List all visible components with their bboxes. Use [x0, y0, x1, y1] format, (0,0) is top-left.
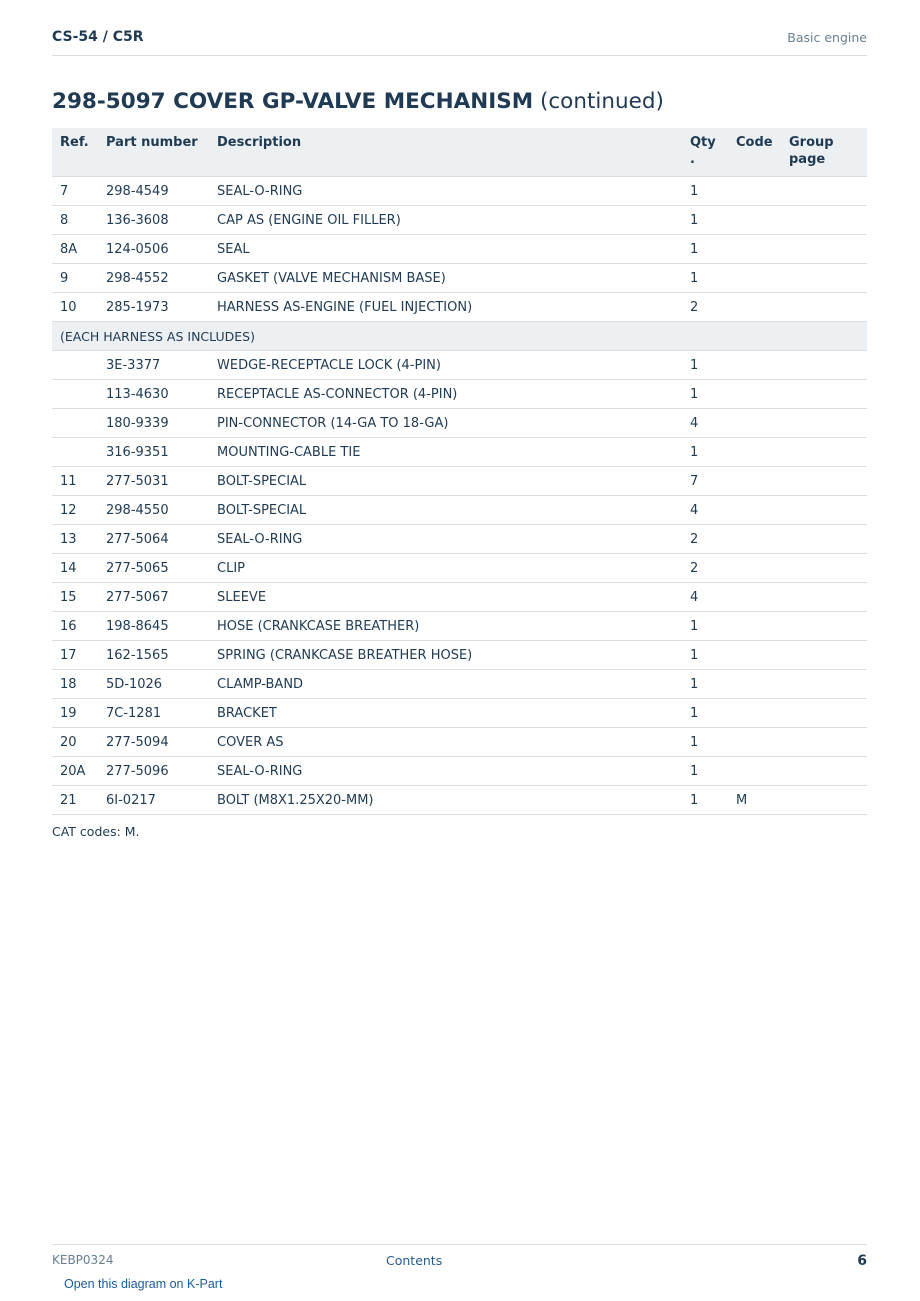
- cell-qty: 2: [682, 554, 728, 583]
- cell-group-page: [781, 757, 867, 786]
- cell-ref: 14: [52, 554, 98, 583]
- open-kpart-link[interactable]: Open this diagram on K-Part: [64, 1277, 223, 1291]
- cell-description: HOSE (CRANKCASE BREATHER): [209, 612, 682, 641]
- cell-code: [728, 757, 781, 786]
- cell-description: GASKET (VALVE MECHANISM BASE): [209, 264, 682, 293]
- page-title: [52, 89, 664, 114]
- cell-group-page: [781, 554, 867, 583]
- col-header-description: Description: [209, 128, 682, 177]
- page-header: [52, 27, 867, 56]
- table-row: [52, 496, 867, 525]
- cell-code: [728, 641, 781, 670]
- cell-group-page: [781, 264, 867, 293]
- cell-description: PIN-CONNECTOR (14-GA TO 18-GA): [209, 409, 682, 438]
- cell-qty: 1: [682, 438, 728, 467]
- cell-description: CLAMP-BAND: [209, 670, 682, 699]
- table-row: [52, 438, 867, 467]
- cell-ref: [52, 438, 98, 467]
- cell-part-number: 277-5067: [98, 583, 209, 612]
- parts-table: [52, 128, 867, 815]
- model-label: CS-54 / C5R: [52, 29, 144, 45]
- col-header-qty: Qty .: [682, 128, 728, 177]
- cell-ref: 11: [52, 467, 98, 496]
- cell-code: [728, 496, 781, 525]
- table-row: [52, 409, 867, 438]
- table-header-row: [52, 128, 867, 177]
- title-suffix: (continued): [539, 89, 664, 114]
- cell-description: RECEPTACLE AS-CONNECTOR (4-PIN): [209, 380, 682, 409]
- cell-description: SEAL-O-RING: [209, 177, 682, 206]
- document-id: KEBP0324: [52, 1253, 114, 1267]
- cell-qty: 4: [682, 496, 728, 525]
- cell-code: [728, 380, 781, 409]
- cell-group-page: [781, 641, 867, 670]
- cell-qty: 1: [682, 670, 728, 699]
- cell-group-page: [781, 728, 867, 757]
- cell-group-page: [781, 177, 867, 206]
- cell-code: [728, 264, 781, 293]
- cell-description: BOLT-SPECIAL: [209, 496, 682, 525]
- cell-part-number: 5D-1026: [98, 670, 209, 699]
- table-row: [52, 264, 867, 293]
- cell-qty: 7: [682, 467, 728, 496]
- cell-part-number: 136-3608: [98, 206, 209, 235]
- cell-qty: 2: [682, 525, 728, 554]
- cell-ref: 21: [52, 786, 98, 815]
- table-row: [52, 728, 867, 757]
- cell-ref: 12: [52, 496, 98, 525]
- cell-qty: 2: [682, 293, 728, 322]
- cell-description: HARNESS AS-ENGINE (FUEL INJECTION): [209, 293, 682, 322]
- cell-description: SEAL-O-RING: [209, 757, 682, 786]
- cell-group-page: [781, 351, 867, 380]
- cell-qty: 1: [682, 177, 728, 206]
- table-row: [52, 177, 867, 206]
- col-header-code: Code: [728, 128, 781, 177]
- table-row: [52, 206, 867, 235]
- cell-part-number: 198-8645: [98, 612, 209, 641]
- table-row: [52, 380, 867, 409]
- cell-ref: 15: [52, 583, 98, 612]
- cell-ref: 13: [52, 525, 98, 554]
- cell-part-number: 277-5031: [98, 467, 209, 496]
- cell-code: [728, 554, 781, 583]
- cell-group-page: [781, 438, 867, 467]
- cell-group-page: [781, 380, 867, 409]
- cell-qty: 4: [682, 583, 728, 612]
- cell-qty: 1: [682, 206, 728, 235]
- cell-description: CLIP: [209, 554, 682, 583]
- cell-part-number: 3E-3377: [98, 351, 209, 380]
- table-row: [52, 351, 867, 380]
- cell-part-number: 277-5065: [98, 554, 209, 583]
- cell-part-number: 162-1565: [98, 641, 209, 670]
- cell-description: BOLT (M8X1.25X20-MM): [209, 786, 682, 815]
- cell-group-page: [781, 409, 867, 438]
- table-row: [52, 293, 867, 322]
- page-footer: [52, 1244, 867, 1301]
- cell-code: [728, 235, 781, 264]
- table-row: [52, 699, 867, 728]
- cell-description: SLEEVE: [209, 583, 682, 612]
- table-row: [52, 525, 867, 554]
- cell-description: SEAL-O-RING: [209, 525, 682, 554]
- cell-code: [728, 206, 781, 235]
- cell-ref: 18: [52, 670, 98, 699]
- cell-ref: 20: [52, 728, 98, 757]
- cell-description: COVER AS: [209, 728, 682, 757]
- cell-ref: 10: [52, 293, 98, 322]
- cell-code: [728, 293, 781, 322]
- cell-ref: 8A: [52, 235, 98, 264]
- cell-description: BOLT-SPECIAL: [209, 467, 682, 496]
- cell-part-number: 113-4630: [98, 380, 209, 409]
- cell-qty: 1: [682, 380, 728, 409]
- cell-ref: [52, 351, 98, 380]
- cell-code: [728, 728, 781, 757]
- cell-part-number: 277-5094: [98, 728, 209, 757]
- table-row: [52, 757, 867, 786]
- cell-qty: 1: [682, 264, 728, 293]
- cell-qty: 1: [682, 612, 728, 641]
- cell-code: [728, 409, 781, 438]
- cat-codes-note: CAT codes: M.: [52, 824, 140, 839]
- cell-description: WEDGE-RECEPTACLE LOCK (4-PIN): [209, 351, 682, 380]
- parts-table-body: [52, 177, 867, 815]
- cell-part-number: 180-9339: [98, 409, 209, 438]
- cell-description: SPRING (CRANKCASE BREATHER HOSE): [209, 641, 682, 670]
- cell-code: [728, 438, 781, 467]
- cell-ref: 20A: [52, 757, 98, 786]
- cell-code: [728, 351, 781, 380]
- cell-ref: 7: [52, 177, 98, 206]
- table-row: [52, 467, 867, 496]
- col-header-group-page: Group page: [781, 128, 867, 177]
- cell-qty: 1: [682, 351, 728, 380]
- table-row: [52, 583, 867, 612]
- cell-description: SEAL: [209, 235, 682, 264]
- cell-group-page: [781, 293, 867, 322]
- cell-qty: 1: [682, 641, 728, 670]
- cell-qty: 1: [682, 786, 728, 815]
- cell-description: CAP AS (ENGINE OIL FILLER): [209, 206, 682, 235]
- cell-group-page: [781, 670, 867, 699]
- cell-qty: 4: [682, 409, 728, 438]
- cell-part-number: 298-4549: [98, 177, 209, 206]
- cell-code: [728, 699, 781, 728]
- section-label: Basic engine: [787, 30, 867, 45]
- cell-ref: 9: [52, 264, 98, 293]
- cell-ref: [52, 380, 98, 409]
- cell-part-number: 6I-0217: [98, 786, 209, 815]
- cell-description: MOUNTING-CABLE TIE: [209, 438, 682, 467]
- cell-qty: 1: [682, 235, 728, 264]
- cell-group-page: [781, 525, 867, 554]
- title-main: 298-5097 COVER GP-VALVE MECHANISM: [52, 89, 534, 114]
- cell-ref: 8: [52, 206, 98, 235]
- cell-part-number: 277-5064: [98, 525, 209, 554]
- page-number: 6: [857, 1253, 867, 1269]
- cell-part-number: 7C-1281: [98, 699, 209, 728]
- table-row: [52, 786, 867, 815]
- col-header-part-number: Part number: [98, 128, 209, 177]
- cell-group-page: [781, 612, 867, 641]
- cell-qty: 1: [682, 757, 728, 786]
- cell-ref: [52, 409, 98, 438]
- cell-group-page: [781, 583, 867, 612]
- cell-group-page: [781, 206, 867, 235]
- cell-group-page: [781, 467, 867, 496]
- cell-group-page: [781, 496, 867, 525]
- cell-group-page: [781, 699, 867, 728]
- cell-description: BRACKET: [209, 699, 682, 728]
- table-row: [52, 670, 867, 699]
- cell-ref: 17: [52, 641, 98, 670]
- cell-part-number: 298-4550: [98, 496, 209, 525]
- note-cell: (EACH HARNESS AS INCLUDES): [52, 322, 867, 351]
- cell-group-page: [781, 235, 867, 264]
- table-row: [52, 554, 867, 583]
- cell-code: [728, 467, 781, 496]
- cell-qty: 1: [682, 699, 728, 728]
- cell-code: M: [728, 786, 781, 815]
- cell-code: [728, 670, 781, 699]
- col-header-ref: Ref.: [52, 128, 98, 177]
- cell-part-number: 316-9351: [98, 438, 209, 467]
- cell-code: [728, 525, 781, 554]
- cell-code: [728, 612, 781, 641]
- table-row: [52, 235, 867, 264]
- table-row: [52, 641, 867, 670]
- cell-ref: 16: [52, 612, 98, 641]
- table-note-row: [52, 322, 867, 351]
- cell-group-page: [781, 786, 867, 815]
- cell-ref: 19: [52, 699, 98, 728]
- cell-code: [728, 583, 781, 612]
- cell-qty: 1: [682, 728, 728, 757]
- cell-part-number: 298-4552: [98, 264, 209, 293]
- cell-part-number: 124-0506: [98, 235, 209, 264]
- table-row: [52, 612, 867, 641]
- contents-link[interactable]: Contents: [386, 1253, 443, 1268]
- cell-code: [728, 177, 781, 206]
- cell-part-number: 277-5096: [98, 757, 209, 786]
- cell-part-number: 285-1973: [98, 293, 209, 322]
